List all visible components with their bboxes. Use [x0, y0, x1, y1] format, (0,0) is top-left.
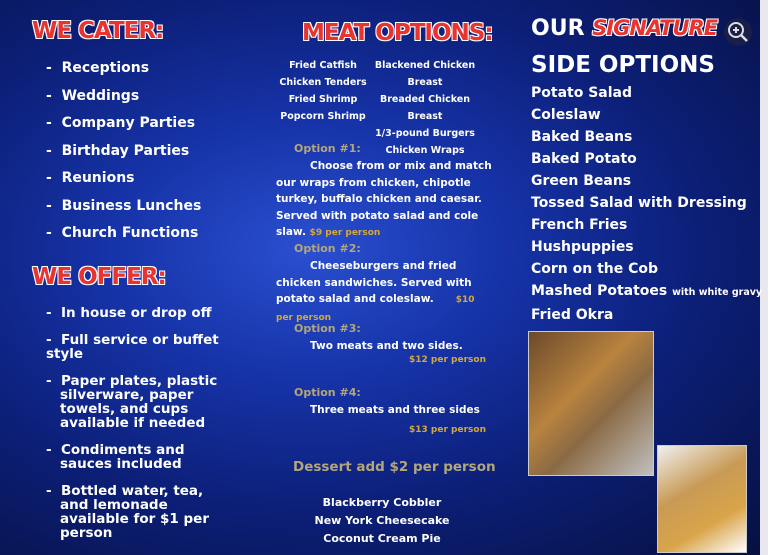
option-desc: Two meats and two sides. [310, 340, 463, 352]
option-label: Option #4: [294, 386, 361, 399]
side-item: Corn on the Cob [531, 261, 659, 277]
list-item: - Company Parties [46, 115, 196, 131]
meat-item: Fried Shrimp [288, 94, 358, 105]
list-item: - Weddings [46, 87, 140, 104]
side-item: Baked Beans [531, 129, 633, 145]
list-item: - Paper plates, plastic silverware, paper towels, and cups available if needed [46, 373, 218, 431]
we-cater-title: WE CATER: [32, 18, 164, 44]
meat-options-title: MEAT OPTIONS: [302, 20, 493, 46]
side-note: with white gravy [672, 287, 763, 298]
side-item: Hushpuppies [531, 239, 634, 255]
list-item: - Birthday Parties [46, 142, 190, 159]
dessert-list [296, 494, 468, 548]
list-item: - Business Lunches [46, 197, 202, 214]
list-item: - In house or drop off [46, 305, 212, 321]
option-label: Option #1: [294, 142, 361, 155]
meat-item: 1/3-pound Burgers [375, 128, 475, 139]
cater-list [46, 55, 201, 248]
side-item: Fried Okra [531, 307, 614, 323]
option-price: $10 per person [276, 295, 475, 323]
meat-list-left [278, 57, 368, 125]
dessert-item: Blackberry Cobbler [322, 496, 442, 509]
side-item: Tossed Salad with Dressing [531, 195, 747, 211]
side-title-line2: SIDE OPTIONS [531, 52, 715, 78]
food-trays-photo [528, 331, 654, 476]
side-list [531, 82, 762, 326]
zoom-in-icon[interactable] [724, 18, 752, 46]
option-label: Option #3: [294, 322, 361, 335]
option-price: $9 per person [309, 228, 381, 238]
meat-item: Chicken Wraps [385, 145, 465, 156]
option-4 [276, 386, 494, 435]
list-item: - Condiments and sauces included [46, 442, 185, 472]
side-item: Green Beans [531, 173, 632, 189]
option-2 [276, 242, 494, 326]
list-item: - Church Functions [46, 225, 199, 241]
option-1 [276, 142, 494, 242]
meat-item: Popcorn Shrimp [280, 111, 366, 122]
side-item: Baked Potato [531, 151, 637, 167]
offer-list [46, 306, 236, 553]
list-item: - Bottled water, tea, and lemonade available for $1 per person [46, 483, 210, 541]
fried-chicken-photo [657, 445, 747, 553]
side-item: Coleslaw [531, 107, 601, 123]
meat-item: Blackened Chicken Breast [374, 60, 476, 88]
list-item: - Full service or buffet style [46, 332, 219, 362]
we-offer-title: WE OFFER: [32, 264, 166, 290]
dessert-item: Coconut Cream Pie [323, 532, 441, 545]
list-item: - Reunions [46, 170, 135, 186]
option-price: $12 per person [409, 354, 486, 365]
title-our: OUR [531, 16, 585, 41]
meat-item: Fried Catfish [289, 60, 357, 71]
list-item: - Receptions [46, 60, 150, 76]
title-signature: SIGNATURE [592, 16, 718, 40]
meat-item: Chicken Tenders [279, 77, 367, 88]
option-desc: Choose from or mix and match our wraps from chicken, chipotle turkey, buffalo chicken and caesar. Served with potato salad and cole slaw. [276, 160, 492, 238]
side-item: French Fries [531, 217, 628, 233]
side-item: Mashed Potatoes with white gravy [531, 283, 763, 299]
option-price: $13 per person [409, 424, 486, 435]
dessert-title: Dessert add $2 per person [293, 459, 496, 475]
option-3 [276, 322, 494, 365]
option-desc: Three meats and three sides [310, 404, 480, 416]
dessert-item: New York Cheesecake [314, 514, 450, 527]
option-label: Option #2: [294, 242, 361, 255]
side-item: Potato Salad [531, 85, 633, 101]
option-desc: Cheeseburgers and fried chicken sandwiches. Served with potato salad and coleslaw. [276, 260, 472, 305]
meat-item: Breaded Chicken Breast [379, 94, 471, 122]
side-title-line1 [531, 16, 717, 41]
